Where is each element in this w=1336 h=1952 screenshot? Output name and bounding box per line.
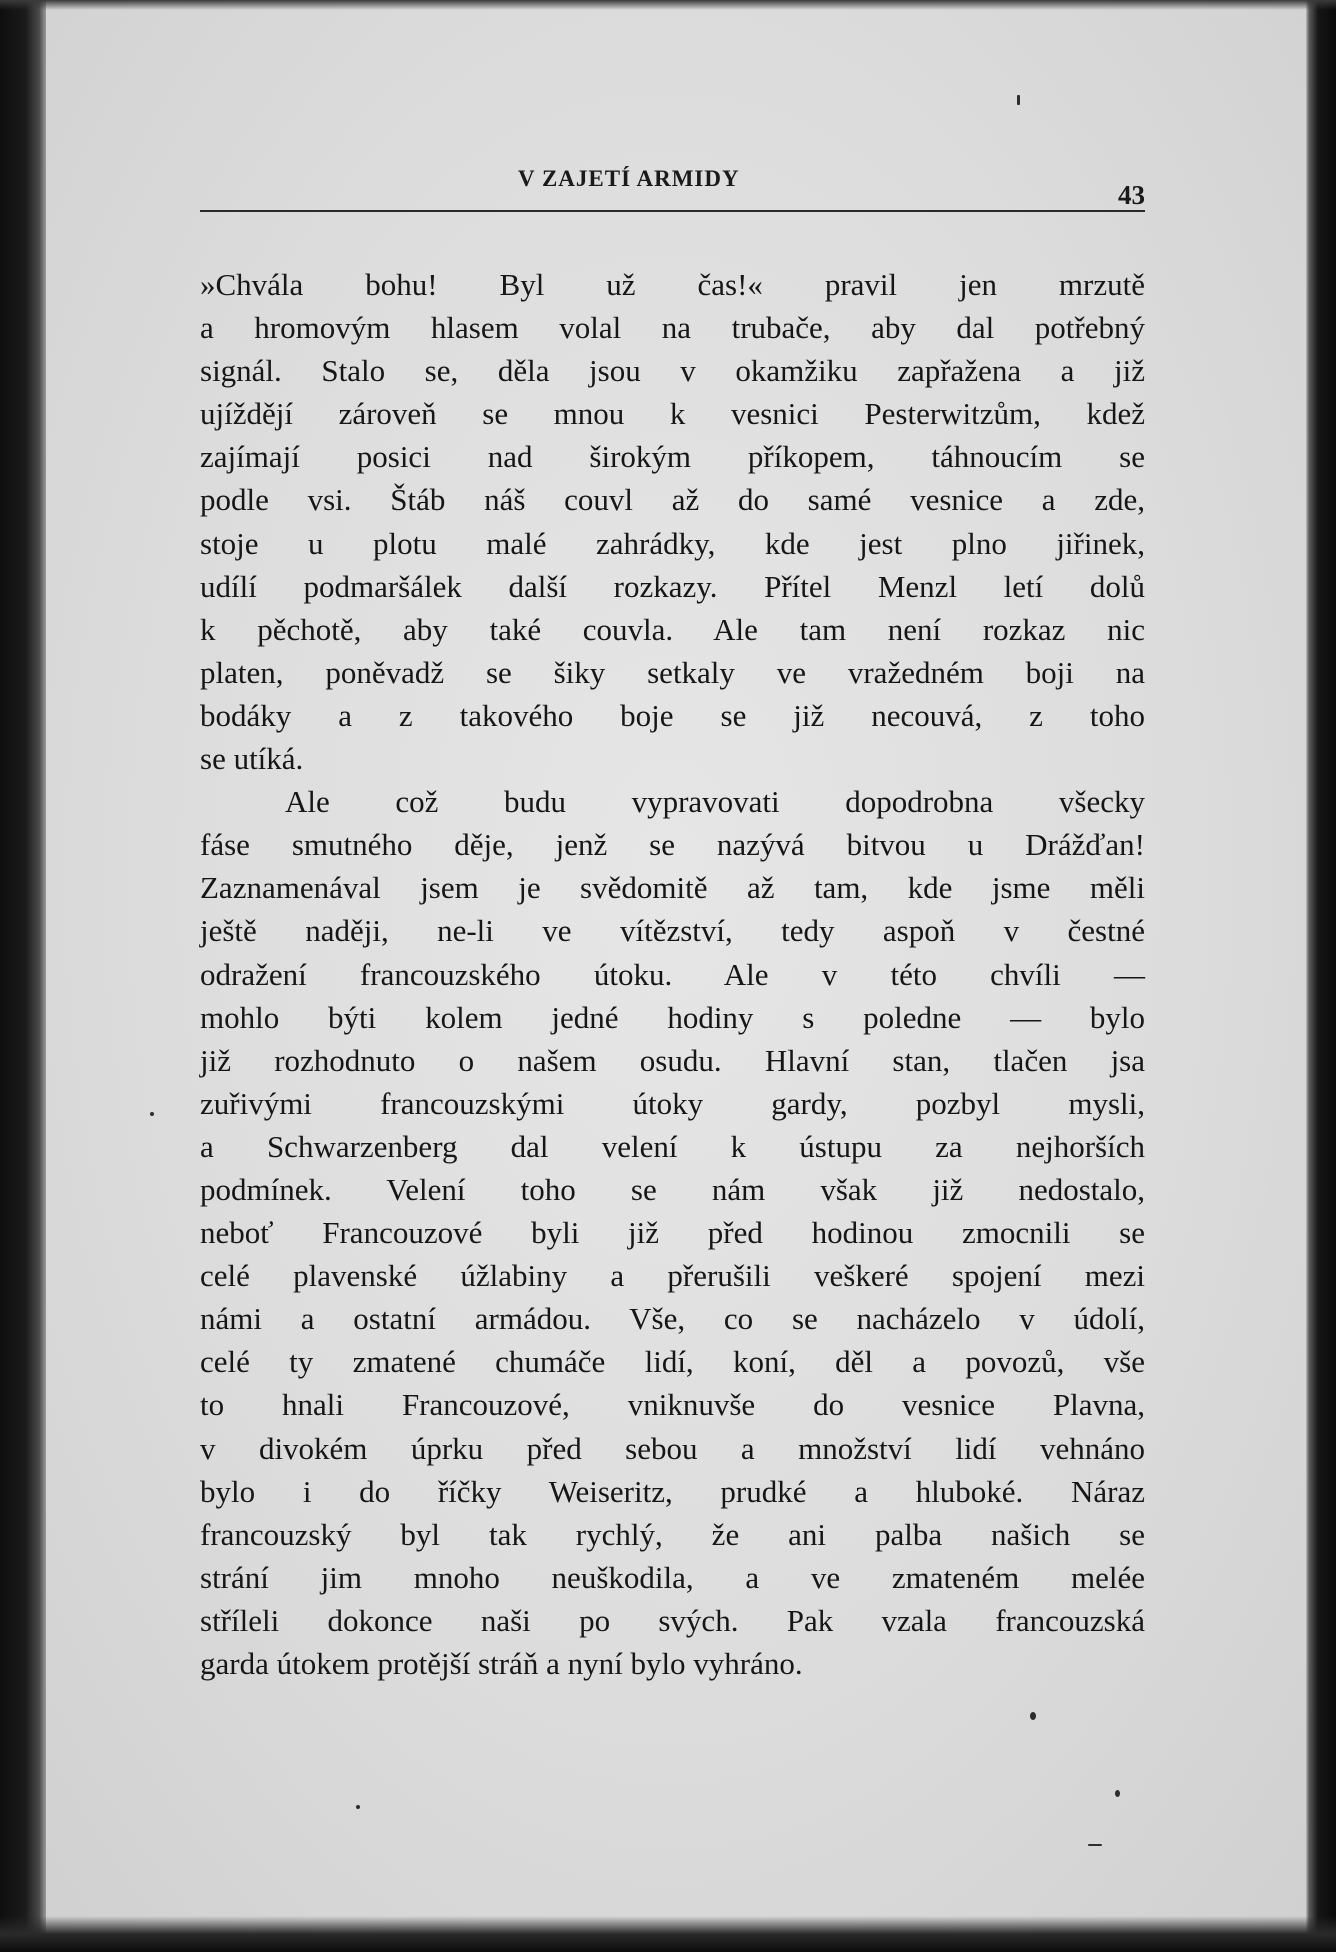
dust-speck [1088, 1844, 1102, 1846]
right-edge-shadow [1306, 0, 1336, 1952]
text-line: to hnali Francouzové, vniknuvše do vesnice Plavna, [200, 1387, 1145, 1423]
text-line: strání jim mnoho neuškodila, a ve zmateném melée [200, 1559, 1145, 1595]
text-line: se utíká. [200, 741, 304, 777]
text-line: bylo i do říčky Weiseritz, prudké a hluboké. Náraz [200, 1473, 1145, 1509]
dust-speck [150, 1112, 154, 1116]
text-line: odražení francouzského útoku. Ale v této chvíli — [200, 956, 1145, 992]
text-line: garda útokem protější stráň a nyní bylo vyhráno. [200, 1646, 803, 1681]
text-line: celé plavenské úžlabiny a přerušili veškeré spojení mezi [200, 1258, 1145, 1294]
running-head [200, 160, 1145, 216]
text-line: zajímají posici nad širokým příkopem, táhnoucím se [200, 439, 1145, 475]
header-rule [200, 210, 1145, 212]
text-line: v divokém úprku před sebou a množství lidí vehnáno [200, 1430, 1145, 1466]
page-number: 43 [1118, 180, 1145, 210]
paragraph-2 [200, 780, 1145, 1685]
text-line: platen, poněvadž se šiky setkaly ve vražedném boji na [200, 654, 1145, 690]
dust-speck [1030, 1712, 1036, 1720]
text-line: neboť Francouzové byli již před hodinou zmocnili se [200, 1215, 1145, 1251]
text-line: a hromovým hlasem volal na trubače, aby dal potřebný [200, 310, 1145, 346]
text-line: mohlo býti kolem jedné hodiny s poledne — bylo [200, 999, 1145, 1035]
text-line: námi a ostatní armádou. Vše, co se nacházelo v údolí, [200, 1301, 1145, 1337]
text-line: již rozhodnuto o našem osudu. Hlavní stan, tlačen jsa [200, 1042, 1145, 1078]
bottom-edge-shadow [0, 1916, 1336, 1952]
text-line: podmínek. Velení toho se nám však již nedostalo, [200, 1171, 1145, 1207]
body-text [200, 263, 1145, 1685]
text-line: udílí podmaršálek další rozkazy. Přítel Menzl letí dolů [200, 568, 1145, 604]
text-line: k pěchotě, aby také couvla. Ale tam není rozkaz nic [200, 611, 1145, 647]
dust-speck [1115, 1790, 1120, 1797]
text-line: bodáky a z takového boje se již necouvá, z toho [200, 697, 1145, 733]
text-line: stoje u plotu malé zahrádky, kde jest plno jiřinek, [200, 525, 1145, 561]
text-line: stříleli dokonce naši po svých. Pak vzala francouzská [200, 1602, 1145, 1638]
text-line: ještě naději, ne-li ve vítězství, tedy aspoň v čestné [200, 913, 1145, 949]
text-line: zuřivými francouzskými útoky gardy, pozbyl mysli, [200, 1085, 1145, 1121]
text-line: ujíždějí zároveň se mnou k vesnici Pesterwitzům, kdež [200, 396, 1145, 432]
text-line: celé ty zmatené chumáče lidí, koní, děl a povozů, vše [200, 1344, 1145, 1380]
paragraph-1 [200, 263, 1145, 780]
text-line: fáse smutného děje, jenž se nazývá bitvou u Drážďan! [200, 827, 1145, 863]
text-line: signál. Stalo se, děla jsou v okamžiku zapřažena a již [200, 353, 1145, 389]
text-line: podle vsi. Štáb náš couvl až do samé vesnice a zde, [200, 482, 1145, 518]
text-line: a Schwarzenberg dal velení k ústupu za nejhorších [200, 1128, 1145, 1164]
dust-speck [1017, 95, 1020, 105]
top-edge-shadow [0, 0, 1336, 10]
dust-speck [356, 1805, 360, 1809]
text-line: Zaznamenával jsem je svědomitě až tam, kde jsme měli [200, 870, 1145, 906]
left-binding-shadow [0, 0, 46, 1952]
running-title: V ZAJETÍ ARMIDY [518, 166, 740, 191]
text-line: francouzský byl tak rychlý, že ani palba našich se [200, 1516, 1145, 1552]
text-line: »Chvála bohu! Byl už čas!« pravil jen mrzutě [200, 267, 1145, 302]
text-line: Ale což budu vypravovati dopodrobna všecky [285, 784, 1145, 820]
